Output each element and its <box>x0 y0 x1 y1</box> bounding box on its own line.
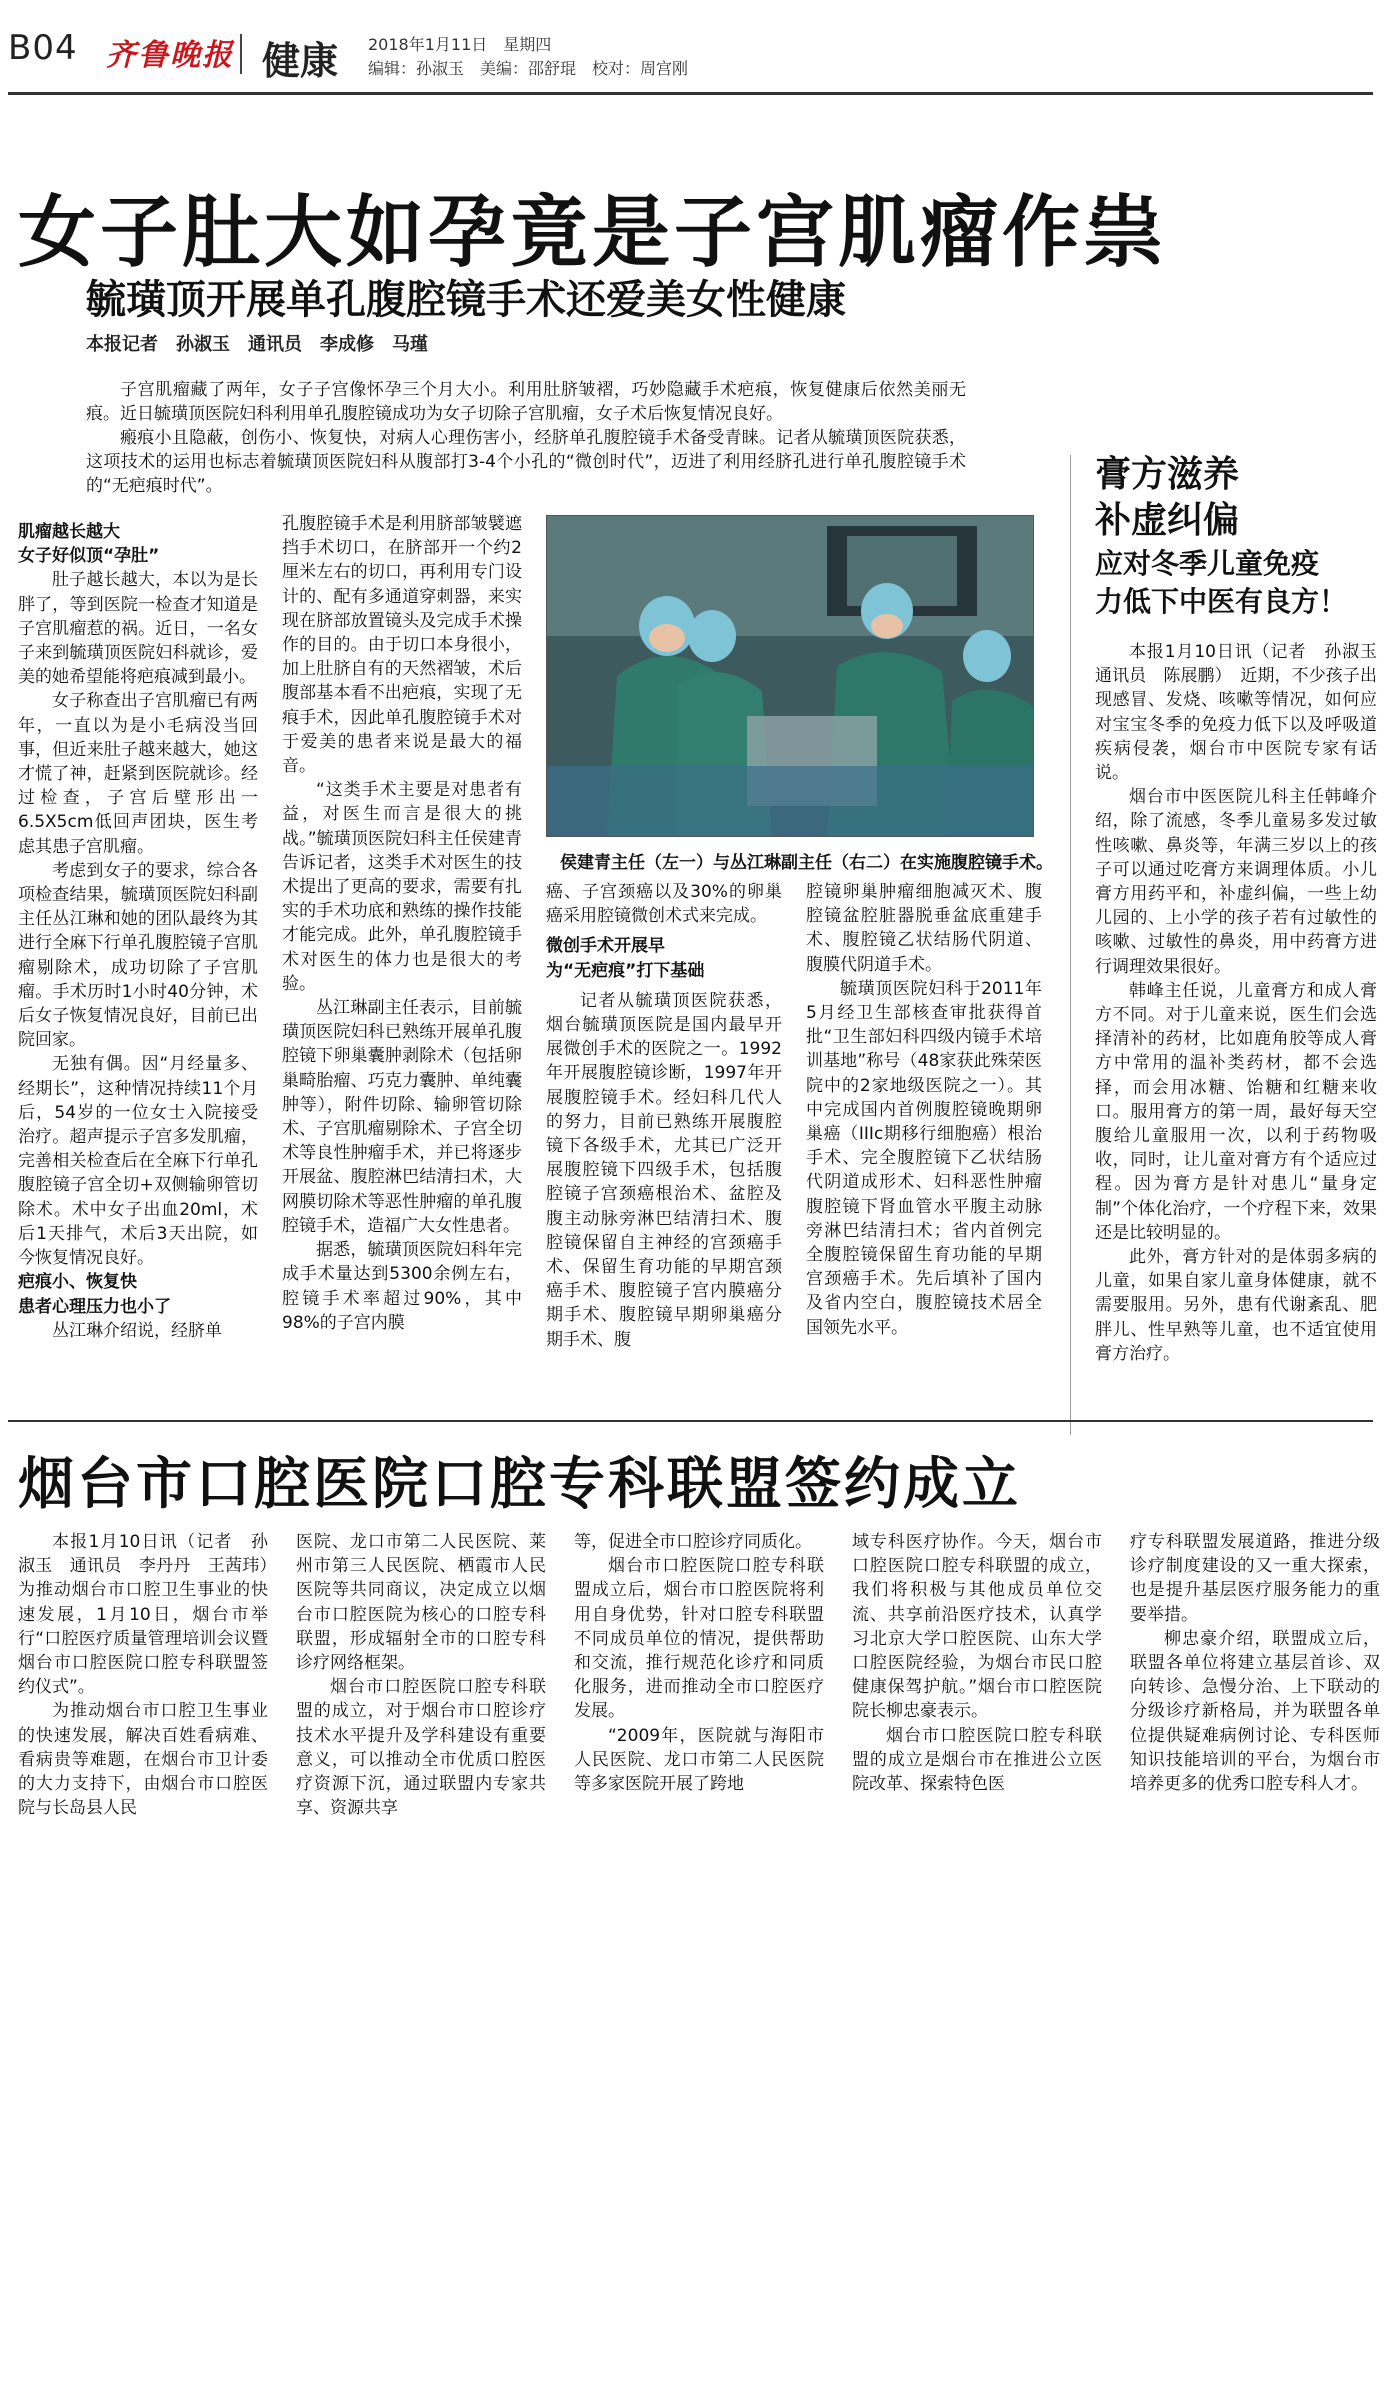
section-title: 健康 <box>262 39 339 83</box>
section-subtitle: 肌瘤越长越大 <box>18 522 120 542</box>
article1-col3 <box>546 880 782 1352</box>
body-paragraph: 烟台市口腔医院口腔专科联盟的成立是烟台市在推进公立医院改革、探索特色医 <box>852 1725 1102 1795</box>
body-paragraph: 孔腹腔镜手术是利用脐部皱襞遮挡手术切口，在脐部开一个约2厘米左右的切口，再利用专门设计的、配有多通道穿刺器，来实现在脐部放置镜头及完成手术操作的目的。由于切口本身很小，加上肚脐自有的天然褶皱，术后腹部基本看不出疤痕，实现了无痕手术，因此单孔腹腔镜手术对于爱美的患者来说是最大的福音。 <box>282 514 522 777</box>
section-subtitle: 疤痕小、恢复快 <box>18 1272 137 1293</box>
page-number: B04 <box>8 28 78 68</box>
header-divider <box>240 34 242 74</box>
body-paragraph: 韩峰主任说，儿童膏方和成人膏方不同。对于儿童来说，医生们会选择清补的药材，比如鹿角胶等成人膏方中常用的温补类药材，都不会选择，而会用冰糖、饴糖和红糖来收口。服用膏方的第一周，最好每天空腹给儿童服用一次，以利于药物吸收，同时，让儿童对膏方有个适应过程。因为膏方是针对患儿“量身定制”个体化治疗，一个疗程下来，效果还是比较明显的。 <box>1095 980 1377 1243</box>
body-paragraph: 肚子越长越大，本以为是长胖了，等到医院一检查才知道是子宫肌瘤惹的祸。近日，一名女子来到毓璜顶医院妇科就诊，爱美的她希望能将疤痕减到最小。 <box>18 570 258 688</box>
section-subtitle: 为“无疤痕”打下基础 <box>546 960 705 981</box>
body-paragraph: 无独有偶。因“月经量多、经期长”，这种情况持续11个月后，54岁的一位女士入院接受治疗。超声提示子宫多发肌瘤，完善相关检查后在全麻下行单孔腹腔镜子宫全切+双侧输卵管切除术。术中女子出血20ml，术后1天排气，术后3天出院，如今恢复情况良好。 <box>18 1054 258 1269</box>
article2-col2 <box>296 1530 546 1820</box>
section-subtitle: 微创手术开展早 <box>546 936 665 957</box>
body-paragraph: 癌、子宫颈癌以及30%的卵巢癌采用腔镜微创术式来完成。 <box>546 882 782 927</box>
article1-lead <box>86 378 966 498</box>
surgery-photo-illustration <box>547 516 1033 836</box>
body-paragraph: 烟台市口腔医院口腔专科联盟成立后，烟台市口腔医院将利用自身优势，针对口腔专科联盟不同成员单位的情况，提供帮助和交流，推行规范化诊疗和同质化服务，进而推动全市口腔医疗发展。 <box>574 1556 824 1722</box>
section-rule <box>8 1420 1373 1422</box>
masthead-logo: 齐鲁晚报 <box>106 38 234 73</box>
body-paragraph: 丛江琳介绍说，经脐单 <box>52 1320 222 1341</box>
editor-credits: 编辑：孙淑玉 美编：邵舒琨 校对：周宫刚 <box>368 59 689 78</box>
article2-col1 <box>18 1530 285 1820</box>
article1-headline: 女子肚大如孕竟是子宫肌瘤作祟 <box>18 188 1167 278</box>
sidebar-divider <box>1070 455 1071 1435</box>
body-paragraph: 等，促进全市口腔诊疗同质化。 <box>574 1532 812 1552</box>
sidebar-body <box>1095 640 1394 1366</box>
body-paragraph: 丛江琳副主任表示，目前毓璜顶医院妇科已熟练开展单孔腹腔镜下卵巢囊肿剥除术（包括卵巢畸胎瘤、巧克力囊肿、单纯囊肿等），附件切除、输卵管切除术、子宫肌瘤剔除术、子宫全切术等良性肿瘤手术，并已将逐步开展盆、腹腔淋巴结清扫术，大网膜切除术等恶性肿瘤的单孔腹腔镜手术，造福广大女性患者。 <box>282 998 522 1236</box>
sidebar-subtitle-line: 应对冬季儿童免疫 <box>1095 547 1320 580</box>
body-paragraph: 医院、龙口市第二人民医院、莱州市第三人民医院、栖霞市人民医院等共同商议，决定成立以烟台市口腔医院为核心的口腔专科联盟，形成辐射全市的口腔专科诊疗网络框架。 <box>296 1532 546 1674</box>
lead-paragraph: 子宫肌瘤藏了两年，女子子宫像怀孕三个月大小。利用肚脐皱褶，巧妙隐藏手术疤痕，恢复健康后依然美丽无痕。近日毓璜顶医院妇科利用单孔腹腔镜成功为女子切除子宫肌瘤，女子术后恢复情况良好。 <box>86 380 966 424</box>
body-paragraph: 记者从毓璜顶医院获悉，烟台毓璜顶医院是国内最早开展微创手术的医院之一。1992年开展腹腔镜诊断，1997年开展腹腔镜手术。经妇科几代人的努力，目前已熟练开展腹腔镜下各级手术，尤其已广泛开展腹腔镜下四级手术，包括腹腔镜子宫颈癌根治术、盆腔及腹主动脉旁淋巴结清扫术、腹腔镜保留自主神经的宫颈癌手术、保留生育功能的早期宫颈癌手术、腹腔镜子宫内膜癌分期手术、腹腔镜早期卵巢癌分期手术、腹 <box>546 990 782 1350</box>
sidebar-title-line: 补虚纠偏 <box>1095 500 1240 541</box>
body-paragraph: 为推动烟台市口腔卫生事业的快速发展，解决百姓看病难、看病贵等难题，在烟台市卫计委的大力支持下，由烟台市口腔医院与长岛县人民 <box>18 1701 268 1819</box>
section-subtitle: 患者心理压力也小了 <box>18 1296 171 1317</box>
article1-col2 <box>282 512 522 1335</box>
section-subtitle: 女子好似顶“孕肚” <box>18 546 160 567</box>
sidebar-title-line: 膏方滋养 <box>1095 454 1240 495</box>
article2-col4 <box>852 1530 1102 1796</box>
article1-byline: 本报记者 孙淑玉 通讯员 李成修 马瑾 <box>86 334 428 355</box>
article2-col5 <box>1130 1530 1380 1796</box>
surgery-photo <box>546 515 1034 837</box>
body-paragraph: 毓璜顶医院妇科于2011年5月经卫生部核查审批获得首批“卫生部妇科四级内镜手术培训基地”称号（48家获此殊荣医院中的2家地级医院之一）。其中完成国内首例腹腔镜晚期卵巢癌（IIIc期移行细胞癌）根治手术、完全腹腔镜下乙状结肠代阴道成形术、妇科恶性肿瘤腹腔镜下肾血管水平腹主动脉旁淋巴结清扫术；省内首例完全腹腔镜保留生育功能的早期宫颈癌手术。先后填补了国内及省内空白，腹腔镜技术居全国领先水平。 <box>806 978 1042 1338</box>
article2-headline: 烟台市口腔医院口腔专科联盟签约成立 <box>18 1452 1021 1517</box>
article1-col1 <box>18 520 258 1343</box>
body-paragraph: 域专科医疗协作。今天，烟台市口腔医院口腔专科联盟的成立，我们将积极与其他成员单位交流、共享前沿医疗技术，认真学习北京大学口腔医院、山东大学口腔医院经验，为烟台市民口腔健康保驾护航。”烟台市口腔医院院长柳忠豪表示。 <box>852 1532 1102 1722</box>
header-rule <box>8 92 1373 95</box>
article1-subhead: 毓璜顶开展单孔腹腔镜手术还爱美女性健康 <box>86 277 846 323</box>
article2-col3 <box>574 1530 824 1796</box>
sidebar-title <box>1095 452 1239 544</box>
sidebar-subtitle-line: 力低下中医有良方！ <box>1095 585 1348 618</box>
body-paragraph: 腔镜卵巢肿瘤细胞减灭术、腹腔镜盆腔脏器脱垂盆底重建手术、腹腔镜乙状结肠代阴道、腹膜代阴道手术。 <box>806 882 1042 975</box>
body-paragraph: 烟台市口腔医院口腔专科联盟的成立，对于烟台市口腔诊疗技术水平提升及学科建设有重要意义，可以推动全市优质口腔医疗资源下沉，通过联盟内专家共享、资源共享 <box>296 1677 546 1819</box>
issue-date: 2018年1月11日 星期四 <box>368 35 552 54</box>
body-paragraph: 疗专科联盟发展道路，推进分级诊疗制度建设的又一重大探索，也是提升基层医疗服务能力的重要举措。 <box>1130 1532 1380 1625</box>
sidebar-subtitle <box>1095 545 1347 621</box>
article1-col4 <box>806 880 1042 1340</box>
body-paragraph: 本报1月10日讯（记者 孙淑玉 通讯员 李丹丹 王茜玮） 为推动烟台市口腔卫生事业的快速发展，1月10日，烟台市举行“口腔医疗质量管理培训会议暨烟台市口腔医院口腔专科联盟签约仪式”。 <box>18 1532 285 1698</box>
body-paragraph: 柳忠豪介绍，联盟成立后，联盟各单位将建立基层首诊、双向转诊、急慢分治、上下联动的分级诊疗新格局，并为联盟各单位提供疑难病例讨论、专科医师知识技能培训的平台，为烟台市培养更多的优秀口腔专科人才。 <box>1130 1628 1380 1795</box>
lead-paragraph: 瘢痕小且隐蔽，创伤小、恢复快，对病人心理伤害小，经脐单孔腹腔镜手术备受青睐。记者从毓璜顶医院获悉，这项技术的运用也标志着毓璜顶医院妇科从腹部打3-4个小孔的“微创时代”，迈进了利用经脐孔进行单孔腹腔镜手术的“无疤痕时代”。 <box>86 428 966 496</box>
body-paragraph: “2009年，医院就与海阳市人民医院、龙口市第二人民医院等多家医院开展了跨地 <box>574 1725 824 1795</box>
photo-caption: 侯建青主任（左一）与丛江琳副主任（右二）在实施腹腔镜手术。 <box>560 853 1053 873</box>
body-paragraph: 此外，膏方针对的是体弱多病的儿童，如果自家儿童身体健康，就不需要服用。另外，患有代谢紊乱、肥胖儿、性早熟等儿童，也不适宜使用膏方治疗。 <box>1095 1247 1377 1364</box>
body-paragraph: 烟台市中医医院儿科主任韩峰介绍，除了流感，冬季儿童易多发过敏性咳嗽、鼻炎等，年满三岁以上的孩子可以通过吃膏方来调理体质。小儿膏方用药平和，补虚纠偏，一些上幼儿园的、上小学的孩子若有过敏性的咳嗽、过敏性的鼻炎，用中药膏方进行调理效果很好。 <box>1095 787 1377 977</box>
body-paragraph: “这类手术主要是对患者有益，对医生而言是很大的挑战。”毓璜顶医院妇科主任侯建青告诉记者，这类手术对医生的技术提出了更高的要求，需要有扎实的手术功底和熟练的操作技能才能完成。此外，单孔腹腔镜手术对医生的体力也是很大的考验。 <box>282 780 522 994</box>
body-paragraph: 据悉，毓璜顶医院妇科年完成手术量达到5300余例左右，腔镜手术率超过90%，其中98%的子宫内膜 <box>282 1240 522 1333</box>
body-paragraph: 考虑到女子的要求，综合各项检查结果，毓璜顶医院妇科副主任丛江琳和她的团队最终为其进行全麻下行单孔腹腔镜子宫肌瘤剔除术，成功切除了子宫肌瘤。手术历时1小时40分钟，术后女子恢复情况良好，目前已出院回家。 <box>18 860 258 1051</box>
body-paragraph: 本报1月10日讯（记者 孙淑玉 通讯员 陈展鹏） 近期，不少孩子出现感冒、发烧、咳嗽等情况，如何应对宝宝冬季的免疫力低下以及呼吸道疾病侵袭，烟台市中医院专家有话说。 <box>1095 642 1394 784</box>
body-paragraph: 女子称查出子宫肌瘤已有两年，一直以为是小毛病没当回事，但近来肚子越来越大，她这才慌了神，赶紧到医院就诊。经过检查，子宫后壁形出一6.5X5cm低回声团块，医生考虑其患子宫肌瘤。 <box>18 691 258 857</box>
